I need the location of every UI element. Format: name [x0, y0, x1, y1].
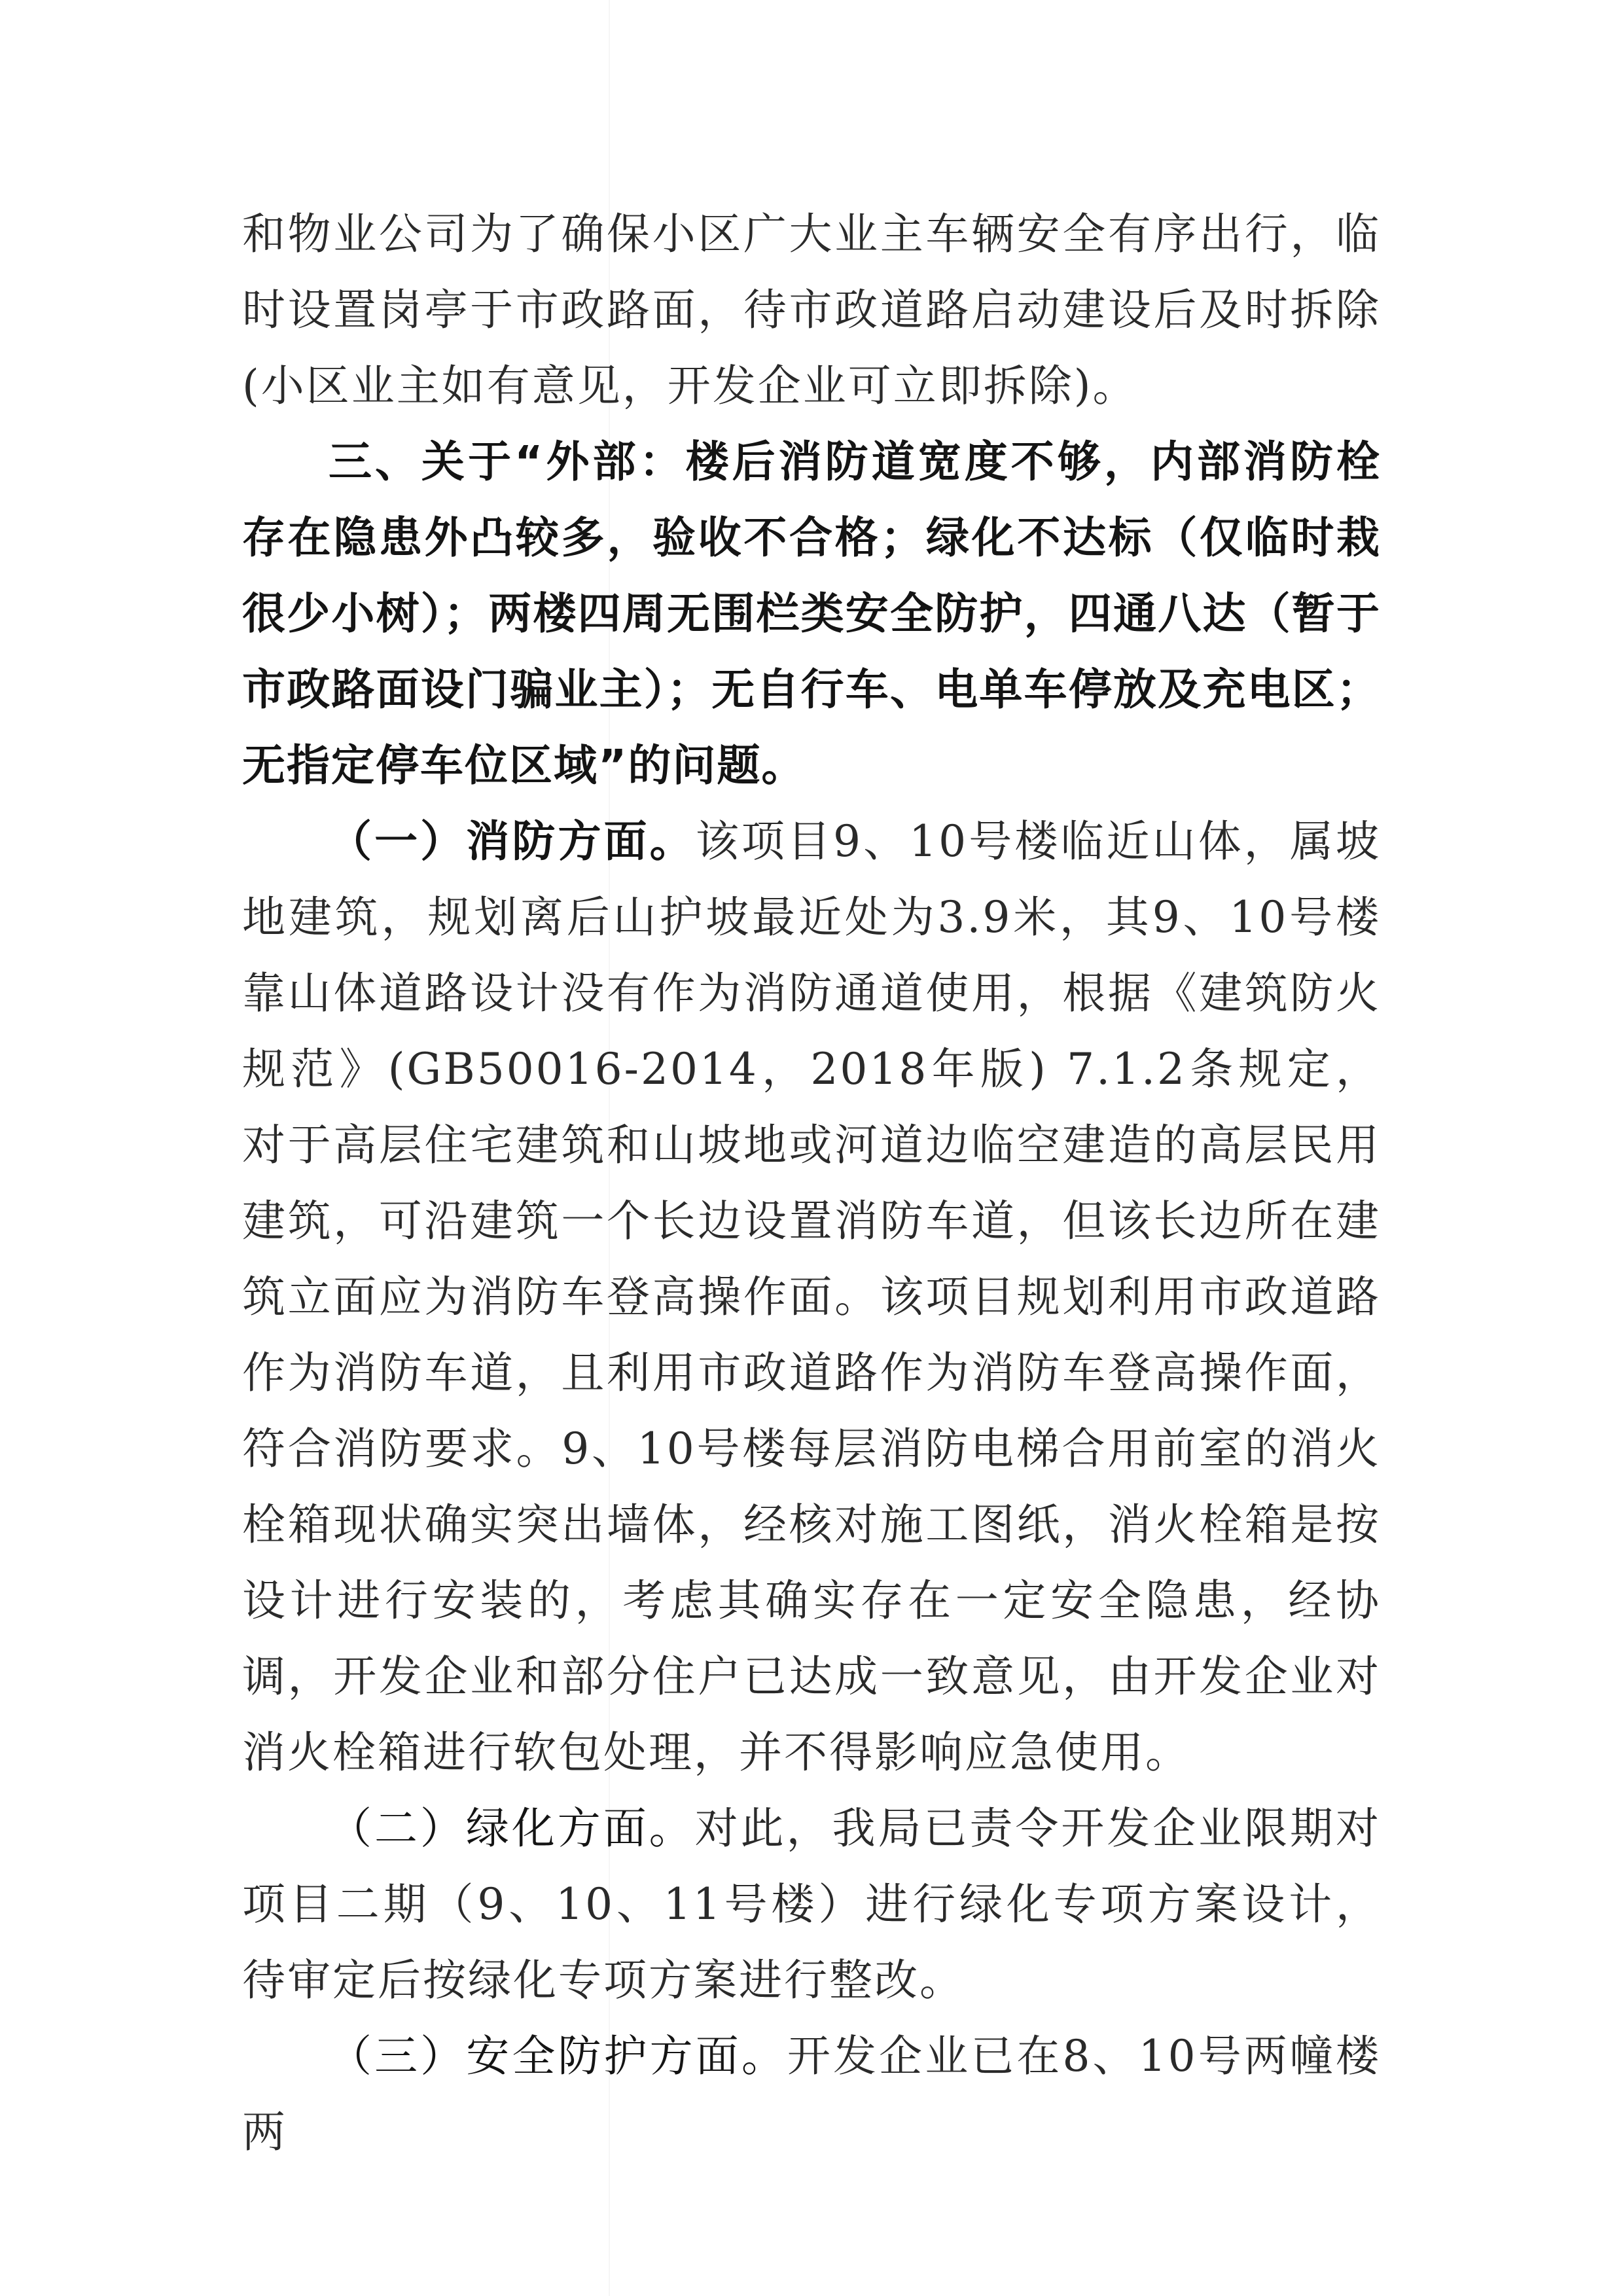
heading-safety-protection: （三）安全防护方面。 — [329, 2031, 787, 2081]
paragraph-item-three: 三、关于“外部：楼后消防道宽度不够，内部消防栓存在隐患外凸较多，验收不合格；绿化不达标（仅临时栽很少小树）；两楼四周无围栏类安全防护，四通八达（暂于市政路面设门骗业主）；无自行车、电单车停放及充电区；无指定停车位区域”的问题。 — [242, 437, 1381, 791]
heading-greening: （二）绿化方面。 — [329, 1803, 695, 1854]
body-safety-protection: 开发企业已在8、10号两幢楼两 — [242, 2031, 1381, 2157]
heading-fire-safety: （一）消防方面。 — [329, 816, 696, 867]
body-greening: 对此，我局已责令开发企业限期对项目二期（9、10、11号楼）进行绿化专项方案设计，待审定后按绿化专项方案进行整改。 — [242, 1803, 1382, 2005]
document-page — [242, 196, 1381, 2170]
paragraph-continuation: 和物业公司为了确保小区广大业主车辆安全有序出行，临时设置岗亭于市政路面，待市政道路启动建设后及时拆除(小区业主如有意见，开发企业可立即拆除)。 — [242, 209, 1381, 411]
body-fire-safety: 该项目9、10号楼临近山体，属坡地建筑，规划离后山护坡最近处为3.9米，其9、10号楼靠山体道路设计没有作为消防通道使用，根据《建筑防火规范》(GB50016-2014，2018年版) 7.1.2条规定，对于高层住宅建筑和山坡地或河道边临空建造的高层民用建筑，可沿建筑一个长边设置消防车道，但该长边所在建筑立面应为消防车登高操作面。该项目规划利用市政道路作为消防车道，且利用市政道路作为消防车登高操作面，符合消防要求。9、10号楼每层消防电梯合用前室的消火栓箱现状确实突出墙体，经核对施工图纸，消火栓箱是按设计进行安装的，考虑其确实存在一定安全隐患，经协调，开发企业和部分住户已达成一致意见，由开发企业对消火栓箱进行软包处理，并不得影响应急使用。 — [242, 816, 1381, 1778]
paragraph-greening — [242, 1791, 1381, 2018]
paragraph-fire-safety — [242, 804, 1381, 1791]
paragraph-safety-protection — [242, 2018, 1381, 2170]
